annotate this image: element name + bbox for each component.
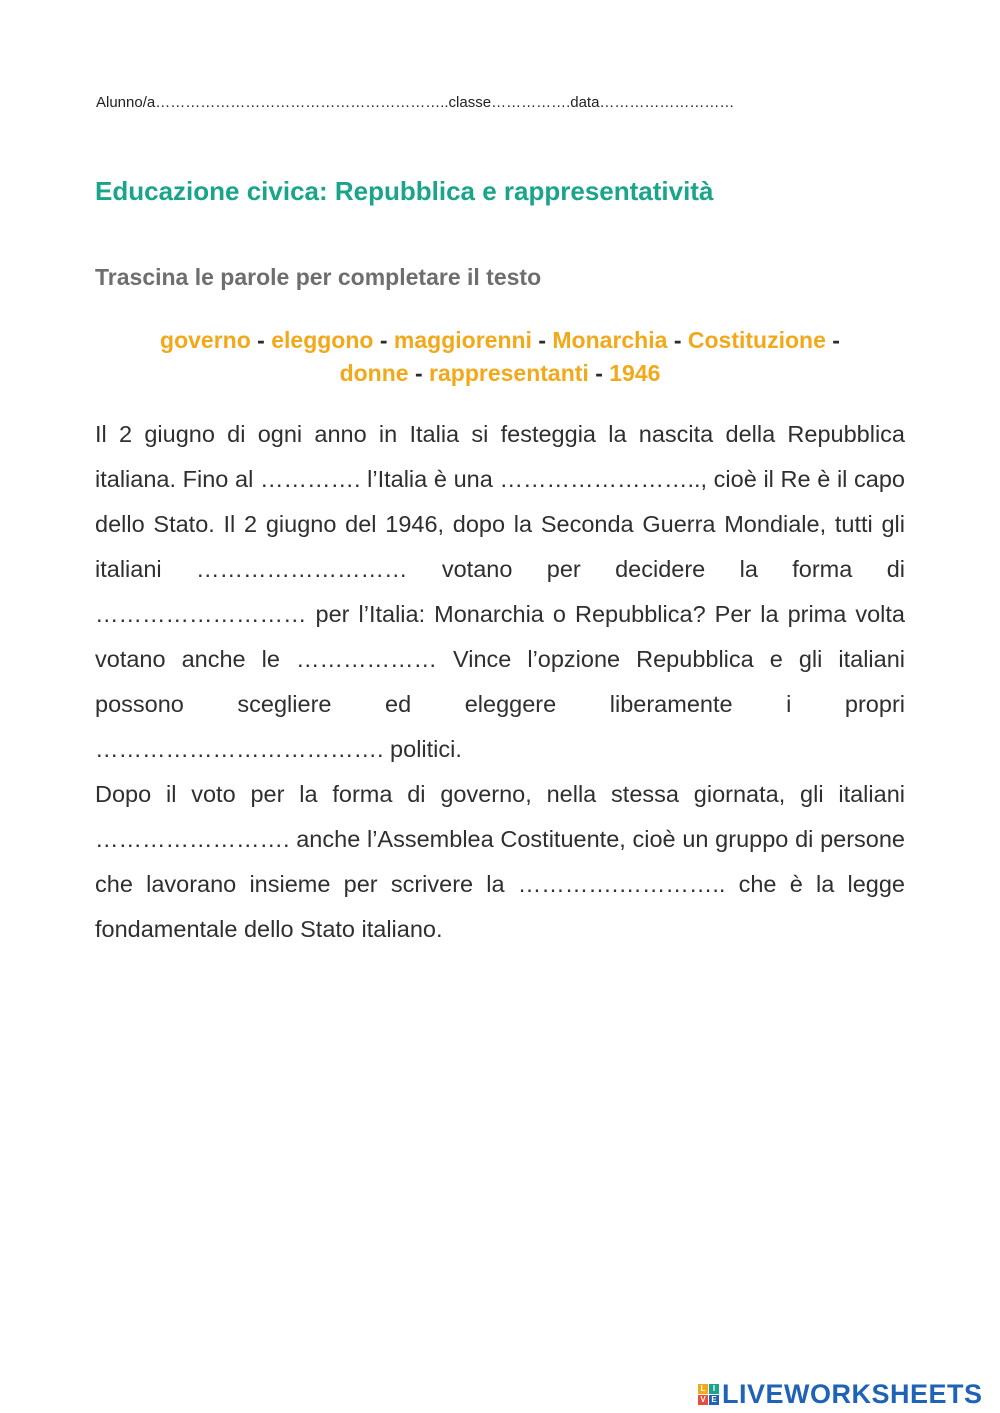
- logo-mark-letter: V: [698, 1395, 708, 1405]
- word-bank-item[interactable]: governo: [160, 327, 251, 353]
- word-bank-item[interactable]: maggiorenni: [393, 327, 532, 353]
- word-separator: -: [538, 327, 546, 353]
- logo-mark-letter: E: [709, 1395, 719, 1405]
- paragraph: Il 2 giugno di ogni anno in Italia si festeggia la nascita della Repubblica italiana. Fino al …………. l’Italia è una …………………….., cioè il Re è il capo dello Stato. Il 2 giugno del 1946, dopo la Seconda Guerra Mondiale, tutti gli italiani ……………………… votano per decidere la forma di ……………………… per l’Italia: Monarchia o Repubblica? Per la prima volta votano anche le ……………… Vince l’opzione Repubblica e gli italiani possono scegliere ed eleggere liberamente i propri ………………………………. politici.: [95, 421, 905, 762]
- paragraph: Dopo il voto per la forma di governo, nella stessa giornata, gli italiani ……………………. anche l’Assemblea Costituente, cioè un gruppo di persone che lavorano insieme per scrivere la ………….………….. che è la legge fondamentale dello Stato italiano.: [95, 781, 905, 942]
- word-separator: -: [673, 327, 682, 353]
- exercise-text: [95, 412, 905, 952]
- student-info-line: Alunno/a…………………………………………………..classe…………….data………………………: [96, 94, 735, 111]
- page-title: Educazione civica: Repubblica e rappresentatività: [95, 176, 714, 206]
- logo-mark-icon: [698, 1384, 719, 1405]
- word-separator: -: [414, 360, 423, 386]
- word-separator: -: [832, 327, 840, 353]
- logo-text: LIVEWORKSHEETS: [722, 1378, 983, 1409]
- word-bank-item[interactable]: rappresentanti: [429, 360, 589, 386]
- word-separator: -: [379, 327, 388, 353]
- word-bank-item[interactable]: Monarchia: [552, 327, 668, 353]
- instruction-text: Trascina le parole per completare il testo: [95, 264, 542, 290]
- word-bank-item[interactable]: Costituzione: [687, 327, 826, 353]
- word-bank-item[interactable]: 1946: [609, 360, 661, 386]
- logo-mark-letter: L: [698, 1384, 708, 1394]
- word-bank-item[interactable]: donne: [339, 360, 409, 386]
- logo-mark-letter: I: [709, 1384, 719, 1394]
- liveworksheets-logo: [698, 1380, 983, 1408]
- word-separator: -: [257, 327, 265, 353]
- word-bank: [95, 324, 905, 390]
- word-bank-item[interactable]: eleggono: [271, 327, 374, 353]
- word-separator: -: [595, 360, 603, 386]
